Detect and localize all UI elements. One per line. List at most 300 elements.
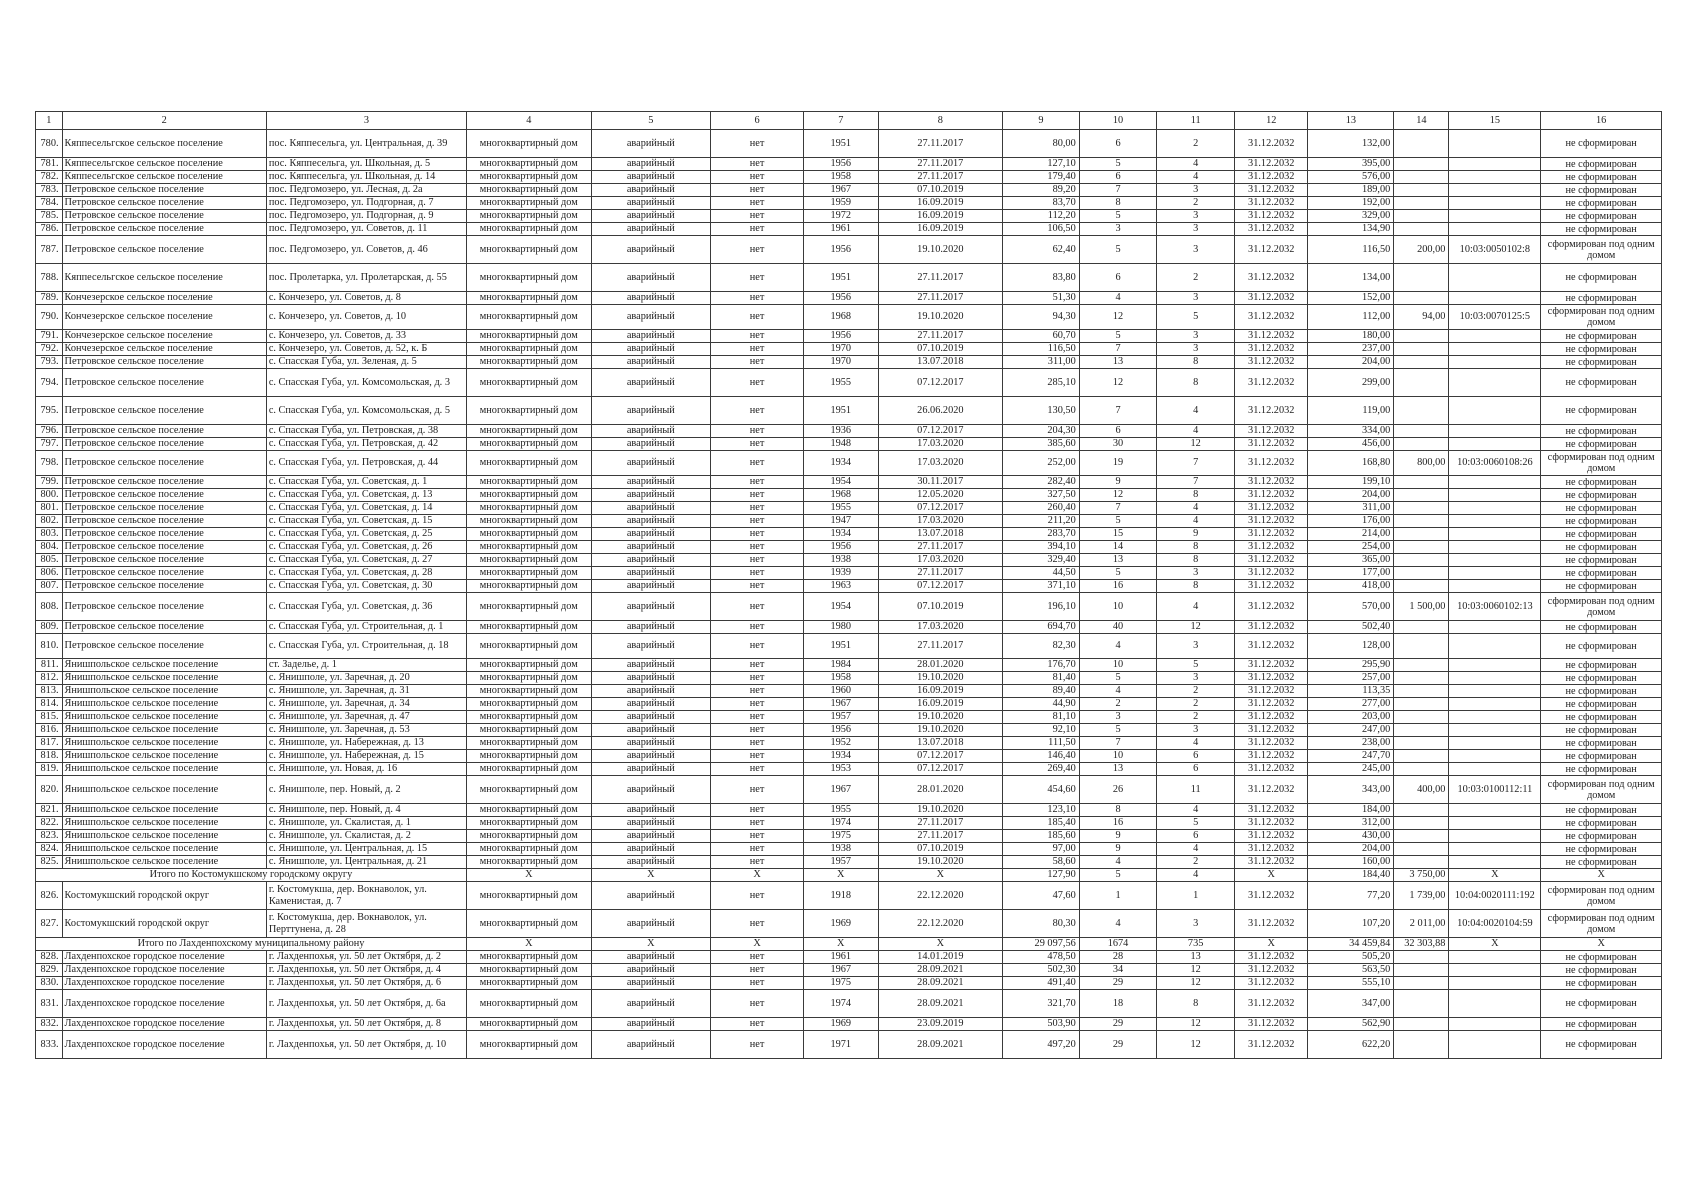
apartments-cell: 3	[1157, 724, 1235, 737]
row-number-cell: 791.	[36, 330, 63, 343]
settlement-cell: Петровское сельское поселение	[62, 554, 266, 567]
settlement-cell: Лахденпохское городское поселение	[62, 990, 266, 1018]
condition-cell: аварийный	[591, 951, 710, 964]
subtotal-land-area: 3 750,00	[1394, 869, 1449, 882]
address-cell: с. Спасская Губа, ул. Советская, д. 28	[266, 567, 466, 580]
subtotal-resettlement-deadline: X	[1234, 869, 1308, 882]
address-cell: с. Янишполе, ул. Заречная, д. 34	[266, 698, 466, 711]
land-status-cell: не сформирован	[1541, 158, 1662, 171]
apartments-cell: 4	[1157, 593, 1235, 621]
reconstruction-cell: нет	[711, 964, 804, 977]
cadastral-number-cell	[1449, 223, 1541, 236]
condition-cell: аварийный	[591, 817, 710, 830]
land-status-cell: не сформирован	[1541, 951, 1662, 964]
apartments-cell: 3	[1157, 567, 1235, 580]
table-row	[36, 817, 1662, 830]
residents-cell: 6	[1079, 264, 1157, 292]
row-number-cell: 800.	[36, 489, 63, 502]
row-number-cell: 829.	[36, 964, 63, 977]
area-cell: 329,40	[1003, 554, 1080, 567]
area-cell: 81,40	[1003, 672, 1080, 685]
row-number-cell: 814.	[36, 698, 63, 711]
land-status-cell: не сформирован	[1541, 711, 1662, 724]
column-header: 11	[1157, 112, 1235, 130]
reconstruction-cell: нет	[711, 171, 804, 184]
condition-cell: аварийный	[591, 910, 710, 938]
row-number-cell: 790.	[36, 305, 63, 330]
resettlement-deadline-cell: 31.12.2032	[1234, 171, 1308, 184]
column-header: 13	[1308, 112, 1394, 130]
resettlement-deadline-cell: 31.12.2032	[1234, 830, 1308, 843]
area-cell: 185,40	[1003, 817, 1080, 830]
land-status-cell: не сформирован	[1541, 567, 1662, 580]
cadastral-number-cell	[1449, 397, 1541, 425]
residents-cell: 9	[1079, 830, 1157, 843]
table-row	[36, 171, 1662, 184]
land-area-cell	[1394, 817, 1449, 830]
subtotal-building-type: X	[466, 938, 591, 951]
residents-cell: 7	[1079, 397, 1157, 425]
condition-cell: аварийный	[591, 476, 710, 489]
row-number-cell: 820.	[36, 776, 63, 804]
reconstruction-cell: нет	[711, 910, 804, 938]
built-year-cell: 1936	[804, 425, 879, 438]
condition-cell: аварийный	[591, 593, 710, 621]
settlement-cell: Лахденпохское городское поселение	[62, 977, 266, 990]
land-status-cell: сформирован под одним домом	[1541, 236, 1662, 264]
subtotal-apartments: 735	[1157, 938, 1235, 951]
residents-cell: 3	[1079, 711, 1157, 724]
condition-cell: аварийный	[591, 580, 710, 593]
recognition-date-cell: 19.10.2020	[878, 711, 1003, 724]
recognition-date-cell: 07.12.2017	[878, 369, 1003, 397]
recognition-date-cell: 26.06.2020	[878, 397, 1003, 425]
settlement-cell: Лахденпохское городское поселение	[62, 951, 266, 964]
row-number-cell: 827.	[36, 910, 63, 938]
cadastral-number-cell	[1449, 830, 1541, 843]
built-year-cell: 1956	[804, 292, 879, 305]
address-cell: пос. Кяппесельга, ул. Школьная, д. 14	[266, 171, 466, 184]
built-year-cell: 1948	[804, 438, 879, 451]
land-status-cell: не сформирован	[1541, 369, 1662, 397]
address-cell: г. Лахденпохья, ул. 50 лет Октября, д. 6	[266, 977, 466, 990]
subtotal-apartments: 4	[1157, 869, 1235, 882]
building-type-cell: многоквартирный дом	[466, 158, 591, 171]
address-cell: с. Янишполе, ул. Скалистая, д. 2	[266, 830, 466, 843]
cadastral-number-cell: 10:04:0020111:192	[1449, 882, 1541, 910]
land-status-cell: не сформирован	[1541, 659, 1662, 672]
area-cell: 44,90	[1003, 698, 1080, 711]
built-year-cell: 1968	[804, 305, 879, 330]
recognition-date-cell: 19.10.2020	[878, 856, 1003, 869]
recognition-date-cell: 07.10.2019	[878, 593, 1003, 621]
built-year-cell: 1952	[804, 737, 879, 750]
apartments-cell: 2	[1157, 264, 1235, 292]
condition-cell: аварийный	[591, 621, 710, 634]
subtotal-reconstruction: X	[711, 938, 804, 951]
cost-cell: 113,35	[1308, 685, 1394, 698]
condition-cell: аварийный	[591, 397, 710, 425]
settlement-cell: Петровское сельское поселение	[62, 369, 266, 397]
resettlement-deadline-cell: 31.12.2032	[1234, 292, 1308, 305]
recognition-date-cell: 27.11.2017	[878, 567, 1003, 580]
cadastral-number-cell	[1449, 502, 1541, 515]
resettlement-deadline-cell: 31.12.2032	[1234, 567, 1308, 580]
resettlement-deadline-cell: 31.12.2032	[1234, 977, 1308, 990]
cost-cell: 343,00	[1308, 776, 1394, 804]
condition-cell: аварийный	[591, 750, 710, 763]
settlement-cell: Кончезерское сельское поселение	[62, 330, 266, 343]
settlement-cell: Петровское сельское поселение	[62, 397, 266, 425]
table-row	[36, 438, 1662, 451]
land-status-cell: не сформирован	[1541, 554, 1662, 567]
recognition-date-cell: 14.01.2019	[878, 951, 1003, 964]
table-row	[36, 210, 1662, 223]
cost-cell: 116,50	[1308, 236, 1394, 264]
land-area-cell	[1394, 567, 1449, 580]
cadastral-number-cell	[1449, 369, 1541, 397]
land-area-cell	[1394, 685, 1449, 698]
land-status-cell: не сформирован	[1541, 541, 1662, 554]
built-year-cell: 1951	[804, 130, 879, 158]
settlement-cell: Янишпольское сельское поселение	[62, 672, 266, 685]
built-year-cell: 1956	[804, 330, 879, 343]
reconstruction-cell: нет	[711, 369, 804, 397]
table-row	[36, 236, 1662, 264]
residents-cell: 13	[1079, 763, 1157, 776]
cadastral-number-cell	[1449, 724, 1541, 737]
recognition-date-cell: 27.11.2017	[878, 830, 1003, 843]
cost-cell: 203,00	[1308, 711, 1394, 724]
address-cell: пос. Педгомозеро, ул. Лесная, д. 2а	[266, 184, 466, 197]
apartments-cell: 12	[1157, 1031, 1235, 1059]
cadastral-number-cell	[1449, 567, 1541, 580]
apartments-cell: 3	[1157, 672, 1235, 685]
cadastral-number-cell	[1449, 343, 1541, 356]
row-number-cell: 812.	[36, 672, 63, 685]
building-type-cell: многоквартирный дом	[466, 856, 591, 869]
table-row	[36, 951, 1662, 964]
resettlement-deadline-cell: 31.12.2032	[1234, 369, 1308, 397]
apartments-cell: 4	[1157, 171, 1235, 184]
reconstruction-cell: нет	[711, 515, 804, 528]
condition-cell: аварийный	[591, 130, 710, 158]
cadastral-number-cell	[1449, 528, 1541, 541]
land-area-cell	[1394, 554, 1449, 567]
table-row	[36, 593, 1662, 621]
recognition-date-cell: 28.09.2021	[878, 990, 1003, 1018]
recognition-date-cell: 27.11.2017	[878, 130, 1003, 158]
settlement-cell: Янишпольское сельское поселение	[62, 817, 266, 830]
residents-cell: 1	[1079, 882, 1157, 910]
recognition-date-cell: 27.11.2017	[878, 541, 1003, 554]
built-year-cell: 1974	[804, 990, 879, 1018]
land-status-cell: не сформирован	[1541, 990, 1662, 1018]
address-cell: с. Янишполе, ул. Заречная, д. 53	[266, 724, 466, 737]
address-cell: пос. Педгомозеро, ул. Советов, д. 11	[266, 223, 466, 236]
settlement-cell: Янишпольское сельское поселение	[62, 685, 266, 698]
cost-cell: 132,00	[1308, 130, 1394, 158]
table-row	[36, 515, 1662, 528]
address-cell: с. Спасская Губа, ул. Советская, д. 30	[266, 580, 466, 593]
condition-cell: аварийный	[591, 977, 710, 990]
table-row	[36, 724, 1662, 737]
cost-cell: 334,00	[1308, 425, 1394, 438]
land-status-cell: не сформирован	[1541, 343, 1662, 356]
resettlement-deadline-cell: 31.12.2032	[1234, 210, 1308, 223]
cost-cell: 177,00	[1308, 567, 1394, 580]
settlement-cell: Петровское сельское поселение	[62, 223, 266, 236]
condition-cell: аварийный	[591, 502, 710, 515]
cadastral-number-cell	[1449, 292, 1541, 305]
land-area-cell	[1394, 515, 1449, 528]
address-cell: с. Янишполе, пер. Новый, д. 2	[266, 776, 466, 804]
table-row	[36, 830, 1662, 843]
residents-cell: 16	[1079, 580, 1157, 593]
land-status-cell: не сформирован	[1541, 356, 1662, 369]
condition-cell: аварийный	[591, 804, 710, 817]
table-row	[36, 476, 1662, 489]
land-status-cell: сформирован под одним домом	[1541, 776, 1662, 804]
address-cell: с. Кончезеро, ул. Советов, д. 8	[266, 292, 466, 305]
land-area-cell	[1394, 369, 1449, 397]
address-cell: с. Спасская Губа, ул. Советская, д. 14	[266, 502, 466, 515]
settlement-cell: Петровское сельское поселение	[62, 567, 266, 580]
subtotal-built-year: X	[804, 869, 879, 882]
table-row	[36, 567, 1662, 580]
settlement-cell: Петровское сельское поселение	[62, 528, 266, 541]
address-cell: пос. Кяппесельга, ул. Школьная, д. 5	[266, 158, 466, 171]
row-number-cell: 789.	[36, 292, 63, 305]
address-cell: с. Кончезеро, ул. Советов, д. 52, к. Б	[266, 343, 466, 356]
built-year-cell: 1934	[804, 750, 879, 763]
land-status-cell: сформирован под одним домом	[1541, 882, 1662, 910]
condition-cell: аварийный	[591, 356, 710, 369]
cost-cell: 204,00	[1308, 356, 1394, 369]
cadastral-number-cell	[1449, 856, 1541, 869]
built-year-cell: 1934	[804, 451, 879, 476]
settlement-cell: Петровское сельское поселение	[62, 184, 266, 197]
recognition-date-cell: 19.10.2020	[878, 236, 1003, 264]
condition-cell: аварийный	[591, 1031, 710, 1059]
built-year-cell: 1953	[804, 763, 879, 776]
address-cell: с. Янишполе, ул. Скалистая, д. 1	[266, 817, 466, 830]
resettlement-deadline-cell: 31.12.2032	[1234, 763, 1308, 776]
area-cell: 106,50	[1003, 223, 1080, 236]
land-area-cell	[1394, 737, 1449, 750]
address-cell: с. Янишполе, ул. Набережная, д. 13	[266, 737, 466, 750]
land-status-cell: не сформирован	[1541, 724, 1662, 737]
building-type-cell: многоквартирный дом	[466, 580, 591, 593]
apartments-cell: 6	[1157, 830, 1235, 843]
row-number-cell: 797.	[36, 438, 63, 451]
land-area-cell	[1394, 223, 1449, 236]
condition-cell: аварийный	[591, 724, 710, 737]
subtotal-area: 127,90	[1003, 869, 1080, 882]
address-cell: пос. Кяппесельга, ул. Центральная, д. 39	[266, 130, 466, 158]
land-area-cell: 400,00	[1394, 776, 1449, 804]
condition-cell: аварийный	[591, 292, 710, 305]
table-row	[36, 659, 1662, 672]
address-cell: с. Спасская Губа, ул. Советская, д. 25	[266, 528, 466, 541]
built-year-cell: 1961	[804, 951, 879, 964]
apartments-cell: 12	[1157, 977, 1235, 990]
residents-cell: 12	[1079, 489, 1157, 502]
row-number-cell: 805.	[36, 554, 63, 567]
recognition-date-cell: 19.10.2020	[878, 672, 1003, 685]
residents-cell: 12	[1079, 369, 1157, 397]
condition-cell: аварийный	[591, 737, 710, 750]
apartments-cell: 4	[1157, 158, 1235, 171]
land-status-cell: сформирован под одним домом	[1541, 593, 1662, 621]
cost-cell: 192,00	[1308, 197, 1394, 210]
address-cell: с. Янишполе, ул. Центральная, д. 15	[266, 843, 466, 856]
condition-cell: аварийный	[591, 305, 710, 330]
residents-cell: 15	[1079, 528, 1157, 541]
recognition-date-cell: 16.09.2019	[878, 223, 1003, 236]
apartments-cell: 4	[1157, 737, 1235, 750]
row-number-cell: 794.	[36, 369, 63, 397]
residents-cell: 5	[1079, 330, 1157, 343]
reconstruction-cell: нет	[711, 1031, 804, 1059]
recognition-date-cell: 13.07.2018	[878, 737, 1003, 750]
cadastral-number-cell	[1449, 197, 1541, 210]
area-cell: 491,40	[1003, 977, 1080, 990]
built-year-cell: 1968	[804, 489, 879, 502]
building-type-cell: многоквартирный дом	[466, 369, 591, 397]
resettlement-deadline-cell: 31.12.2032	[1234, 330, 1308, 343]
settlement-cell: Петровское сельское поселение	[62, 438, 266, 451]
building-type-cell: многоквартирный дом	[466, 659, 591, 672]
table-row	[36, 356, 1662, 369]
area-cell: 252,00	[1003, 451, 1080, 476]
cadastral-number-cell	[1449, 750, 1541, 763]
column-header: 15	[1449, 112, 1541, 130]
cost-cell: 214,00	[1308, 528, 1394, 541]
recognition-date-cell: 19.10.2020	[878, 305, 1003, 330]
resettlement-deadline-cell: 31.12.2032	[1234, 951, 1308, 964]
cost-cell: 204,00	[1308, 489, 1394, 502]
subtotal-land-status: X	[1541, 938, 1662, 951]
subtotal-cadastral-number: X	[1449, 938, 1541, 951]
settlement-cell: Петровское сельское поселение	[62, 621, 266, 634]
resettlement-deadline-cell: 31.12.2032	[1234, 489, 1308, 502]
built-year-cell: 1970	[804, 356, 879, 369]
recognition-date-cell: 17.03.2020	[878, 621, 1003, 634]
cadastral-number-cell	[1449, 964, 1541, 977]
condition-cell: аварийный	[591, 776, 710, 804]
building-type-cell: многоквартирный дом	[466, 528, 591, 541]
land-status-cell: не сформирован	[1541, 817, 1662, 830]
row-number-cell: 821.	[36, 804, 63, 817]
row-number-cell: 803.	[36, 528, 63, 541]
settlement-cell: Янишпольское сельское поселение	[62, 724, 266, 737]
built-year-cell: 1939	[804, 567, 879, 580]
built-year-cell: 1959	[804, 197, 879, 210]
land-area-cell: 2 011,00	[1394, 910, 1449, 938]
cost-cell: 237,00	[1308, 343, 1394, 356]
table-row	[36, 369, 1662, 397]
address-cell: с. Спасская Губа, ул. Советская, д. 36	[266, 593, 466, 621]
reconstruction-cell: нет	[711, 305, 804, 330]
settlement-cell: Петровское сельское поселение	[62, 541, 266, 554]
settlement-cell: Петровское сельское поселение	[62, 489, 266, 502]
apartments-cell: 8	[1157, 541, 1235, 554]
address-cell: с. Кончезеро, ул. Советов, д. 33	[266, 330, 466, 343]
table-row	[36, 750, 1662, 763]
reconstruction-cell: нет	[711, 330, 804, 343]
settlement-cell: Янишпольское сельское поселение	[62, 843, 266, 856]
land-area-cell	[1394, 856, 1449, 869]
cadastral-number-cell	[1449, 1018, 1541, 1031]
apartments-cell: 12	[1157, 621, 1235, 634]
residents-cell: 5	[1079, 210, 1157, 223]
built-year-cell: 1951	[804, 397, 879, 425]
building-type-cell: многоквартирный дом	[466, 977, 591, 990]
building-type-cell: многоквартирный дом	[466, 476, 591, 489]
cost-cell: 562,90	[1308, 1018, 1394, 1031]
building-type-cell: многоквартирный дом	[466, 502, 591, 515]
settlement-cell: Петровское сельское поселение	[62, 580, 266, 593]
apartments-cell: 6	[1157, 750, 1235, 763]
cadastral-number-cell	[1449, 763, 1541, 776]
land-status-cell: не сформирован	[1541, 698, 1662, 711]
reconstruction-cell: нет	[711, 698, 804, 711]
reconstruction-cell: нет	[711, 292, 804, 305]
table-row	[36, 292, 1662, 305]
reconstruction-cell: нет	[711, 830, 804, 843]
settlement-cell: Янишпольское сельское поселение	[62, 804, 266, 817]
subtotal-recognition-date: X	[878, 869, 1003, 882]
settlement-cell: Янишпольское сельское поселение	[62, 737, 266, 750]
row-number-cell: 781.	[36, 158, 63, 171]
subtotal-label: Итого по Лахденпохскому муниципальному району	[36, 938, 467, 951]
cadastral-number-cell	[1449, 476, 1541, 489]
row-number-cell: 796.	[36, 425, 63, 438]
recognition-date-cell: 16.09.2019	[878, 197, 1003, 210]
area-cell: 179,40	[1003, 171, 1080, 184]
land-area-cell	[1394, 197, 1449, 210]
land-status-cell: не сформирован	[1541, 330, 1662, 343]
subtotal-row	[36, 938, 1662, 951]
condition-cell: аварийный	[591, 438, 710, 451]
recognition-date-cell: 07.12.2017	[878, 425, 1003, 438]
address-cell: г. Лахденпохья, ул. 50 лет Октября, д. 10	[266, 1031, 466, 1059]
area-cell: 146,40	[1003, 750, 1080, 763]
building-type-cell: многоквартирный дом	[466, 750, 591, 763]
land-status-cell: не сформирован	[1541, 130, 1662, 158]
settlement-cell: Петровское сельское поселение	[62, 197, 266, 210]
built-year-cell: 1955	[804, 804, 879, 817]
reconstruction-cell: нет	[711, 397, 804, 425]
land-status-cell: не сформирован	[1541, 804, 1662, 817]
area-cell: 58,60	[1003, 856, 1080, 869]
table-row	[36, 843, 1662, 856]
residents-cell: 5	[1079, 567, 1157, 580]
settlement-cell: Кяппесельгское сельское поселение	[62, 264, 266, 292]
land-area-cell	[1394, 158, 1449, 171]
land-status-cell: не сформирован	[1541, 685, 1662, 698]
land-status-cell: не сформирован	[1541, 397, 1662, 425]
residents-cell: 9	[1079, 476, 1157, 489]
residents-cell: 29	[1079, 1031, 1157, 1059]
settlement-cell: Петровское сельское поселение	[62, 502, 266, 515]
row-number-cell: 802.	[36, 515, 63, 528]
reconstruction-cell: нет	[711, 567, 804, 580]
cost-cell: 570,00	[1308, 593, 1394, 621]
built-year-cell: 1954	[804, 476, 879, 489]
residents-cell: 9	[1079, 843, 1157, 856]
